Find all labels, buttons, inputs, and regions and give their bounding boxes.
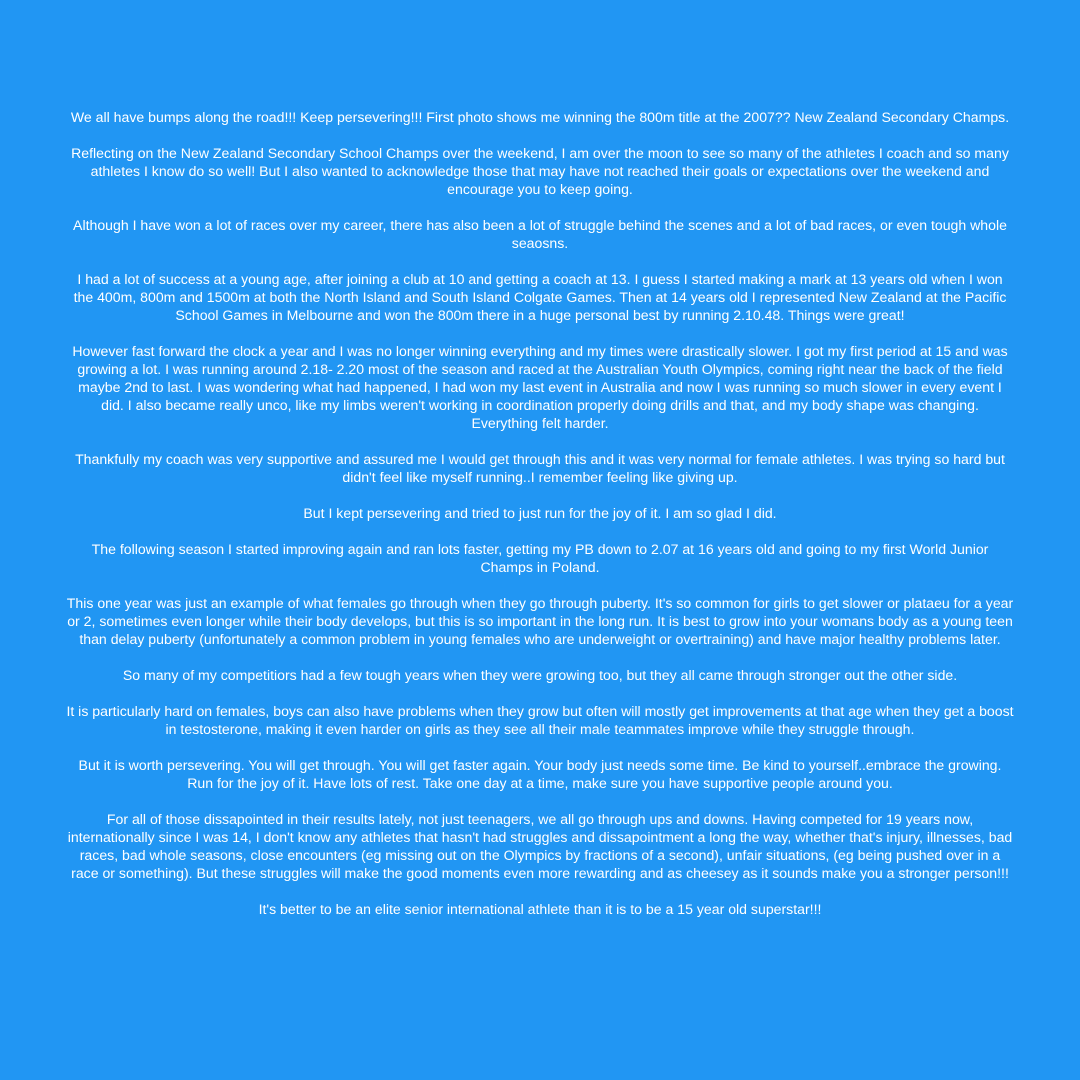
- paragraph-early-success: I had a lot of success at a young age, after joining a club at 10 and getting a coach at 13. I guess I started making a mark at 13 years old when I won the 400m, 800m and 1500m at both the North Island and South Island Colgate Games. Then at 14 years old I represented New Zealand at the Pacific School Games in Melbourne and won the 800m there in a huge personal best by running 2.10.48. Things were great!: [73, 271, 1007, 323]
- paragraph-females: It is particularly hard on females, boys can also have problems when they grow but often will mostly get improvements at that age when they get a boost in testosterone, making it even harder on girls as they see all their male teammates improve while they struggle through.: [66, 703, 1014, 737]
- paragraph-worth-persevering: But it is worth persevering. You will get through. You will get faster again. Your body just needs some time. Be kind to yourself..embrace the growing. Run for the joy of it. Have lots of rest. Take one day at a time, make sure you have supportive people around you.: [78, 757, 1002, 791]
- paragraph-kept-persevering: But I kept persevering and tried to just run for the joy of it. I am so glad I did.: [303, 505, 777, 521]
- paragraph-coach-support: Thankfully my coach was very supportive and assured me I would get through this and it was very normal for female athletes. I was trying so hard but didn't feel like myself running..I remember feeling like giving up.: [75, 451, 1005, 485]
- paragraph-puberty: This one year was just an example of what females go through when they go through puberty. It's so common for girls to get slower or plataeu for a year or 2, sometimes even longer while their body develops, but this is so important in the long run. It is best to grow into your womans body as a young teen than delay puberty (unfortunately a common problem in young females who are underweight or overtraining) and have major healthy problems later.: [66, 595, 1014, 647]
- paragraph-competitors: So many of my competitiors had a few tough years when they were growing too, but they all came through stronger out the other side.: [122, 667, 958, 683]
- paragraph-closing: It's better to be an elite senior international athlete than it is to be a 15 year old superstar!!!: [258, 901, 822, 917]
- paragraph-struggle: Although I have won a lot of races over my career, there has also been a lot of struggle behind the scenes and a lot of bad races, or even tough whole seaosns.: [73, 217, 1007, 251]
- paragraph-reflecting: Reflecting on the New Zealand Secondary School Champs over the weekend, I am over the moon to see so many of the athletes I coach and so many athletes I know do so well! But I also wanted to acknowledge those that may have not reached their goals or expectations over the weekend and encourage you to keep going.: [71, 145, 1009, 197]
- paragraph-improving: The following season I started improving again and ran lots faster, getting my PB down to 2.07 at 16 years old and going to my first World Junior Champs in Poland.: [91, 541, 989, 575]
- post-text-block: [66, 108, 1014, 918]
- paragraph-dissapointed: For all of those dissapointed in their results lately, not just teenagers, we all go through ups and downs. Having competed for 19 years now, internationally since I was 14, I don't know any athletes that hasn't had struggles and dissapointment a long the way, whether that's injury, illnesses, bad races, bad whole seasons, close encounters (eg missing out on the Olympics by fractions of a second), unfair situations, (eg being pushed over in a race or something). But these struggles will make the good moments even more rewarding and as cheesey as it sounds make you a stronger person!!!: [67, 811, 1013, 881]
- paragraph-intro: We all have bumps along the road!!! Keep persevering!!! First photo shows me winning the 800m title at the 2007?? New Zealand Secondary Champs.: [70, 109, 1010, 125]
- paragraph-decline: However fast forward the clock a year and I was no longer winning everything and my times were drastically slower. I got my first period at 15 and was growing a lot. I was running around 2.18- 2.20 most of the season and raced at the Australian Youth Olympics, coming right near the back of the field maybe 2nd to last. I was wondering what had happened, I had won my last event in Australia and now I was running so much slower in every event I did. I also became really unco, like my limbs weren't working in coordination properly doing drills and that, and my body shape was changing. Everything felt harder.: [72, 343, 1008, 431]
